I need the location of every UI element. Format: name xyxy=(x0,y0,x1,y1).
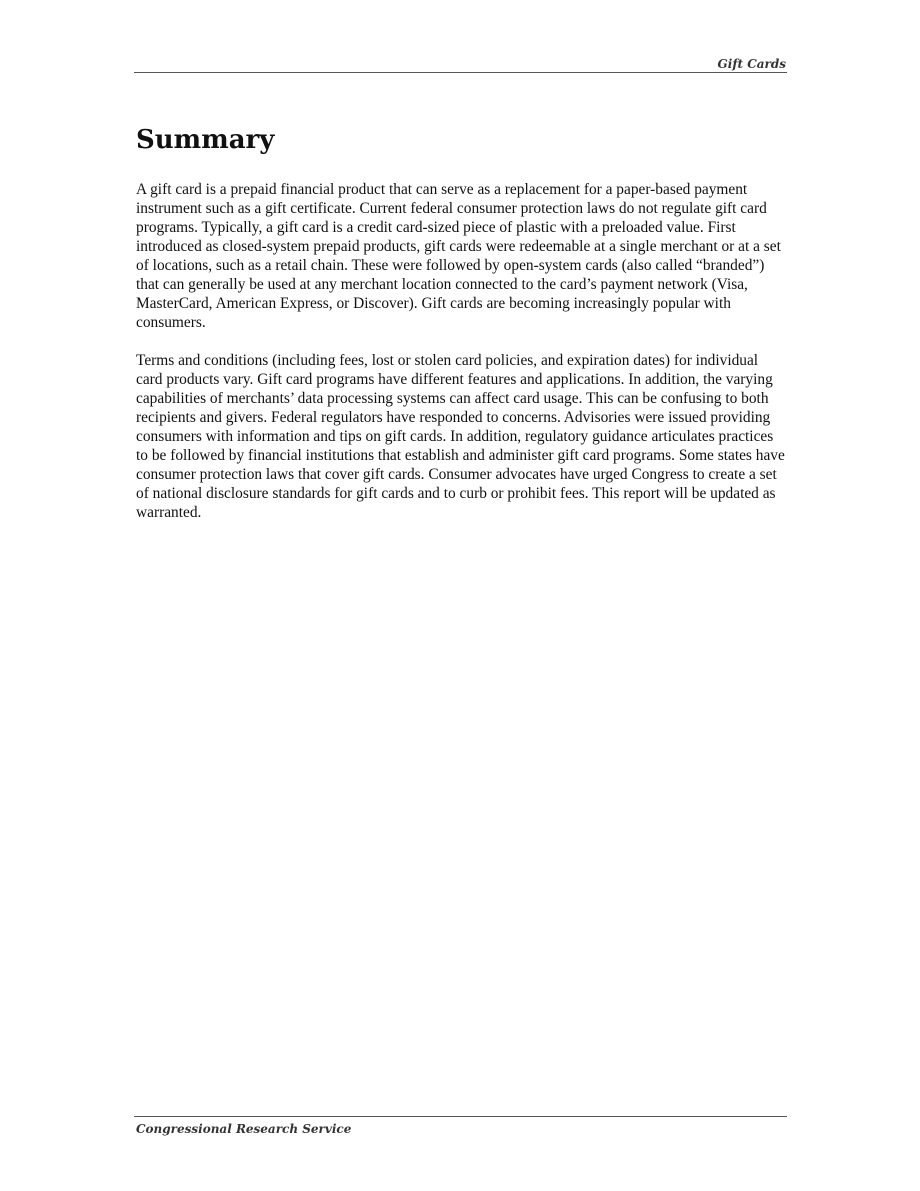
summary-paragraph-1: A gift card is a prepaid financial product that can serve as a replacement for a paper-based payment instrument such as a gift certificate. Current federal consumer protection laws do not regulate gift card programs. Typically, a gift card is a credit card-sized piece of plastic with a preloaded value. First introduced as closed-system prepaid products, gift cards were redeemable at a single merchant or at a set of locations, such as a retail chain. These were followed by open-system cards (also called “branded”) that can generally be used at any merchant location connected to the card’s payment network (Visa, MasterCard, American Express, or Discover). Gift cards are becoming increasingly popular with consumers. xyxy=(136,181,781,331)
running-footer: Congressional Research Service xyxy=(136,1122,352,1136)
section-title: Summary xyxy=(136,125,275,155)
document-body xyxy=(136,122,786,541)
running-header: Gift Cards xyxy=(717,57,786,71)
header-divider xyxy=(134,72,787,73)
footer-divider xyxy=(134,1116,787,1117)
summary-paragraph-2: Terms and conditions (including fees, lost or stolen card policies, and expiration dates) for individual card products vary. Gift card programs have different features and applications. In addition, the varying capabilities of merchants’ data processing systems can affect card usage. This can be confusing to both recipients and givers. Federal regulators have responded to concerns. Advisories were issued providing consumers with information and tips on gift cards. In addition, regulatory guidance articulates practices to be followed by financial institutions that establish and administer gift card programs. Some states have consumer protection laws that cover gift cards. Consumer advocates have urged Congress to create a set of national disclosure standards for gift cards and to curb or prohibit fees. This report will be updated as warranted. xyxy=(136,352,785,521)
